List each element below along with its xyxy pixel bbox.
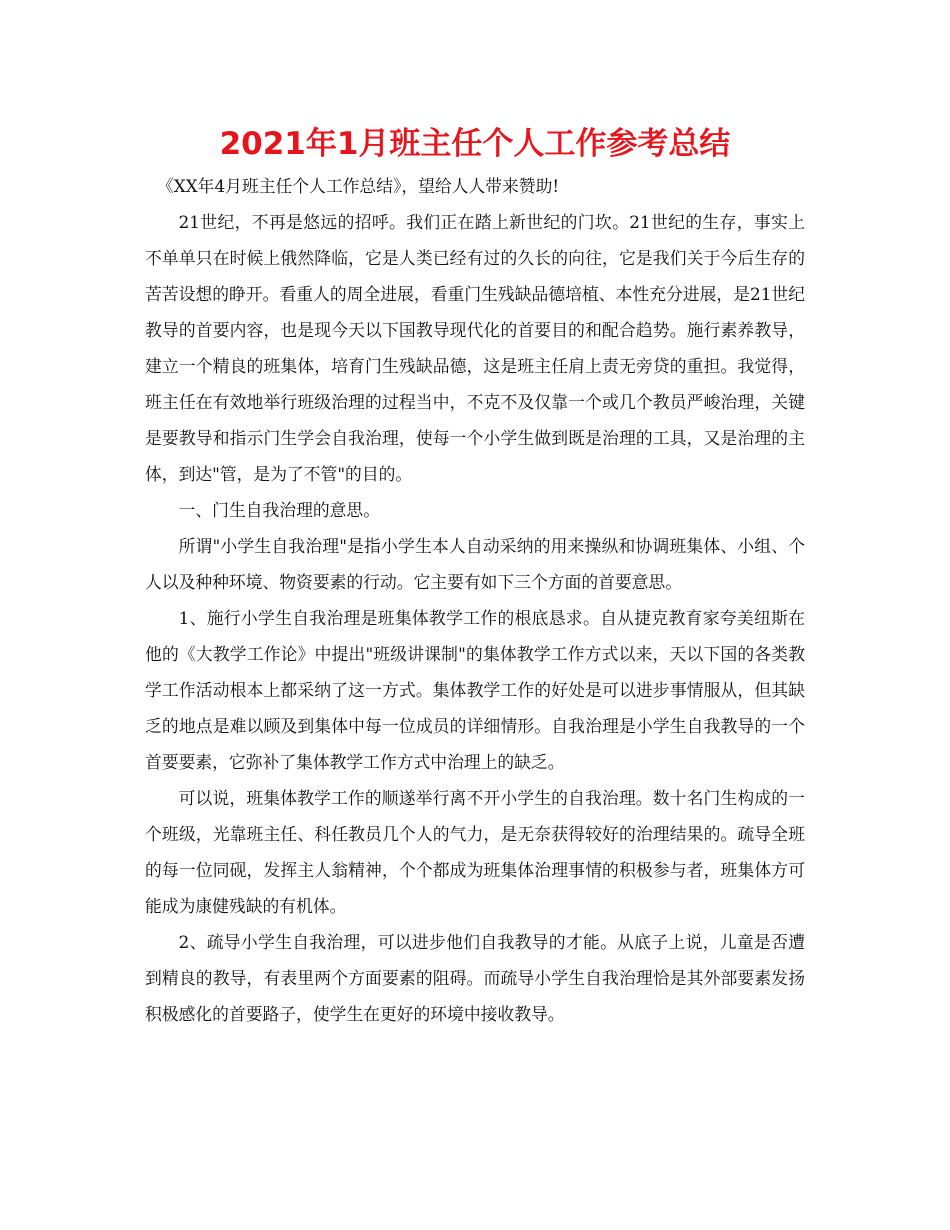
body-paragraph: 1、施行小学生自我治理是班集体教学工作的根底恳求。自从捷克教育家夸美纽斯在他的《大教学工作论》中提出"班级讲课制"的集体教学工作方式以来，天以下国的各类教学工作活动根本上都采纳了这一方式。集体教学工作的好处是可以进步事情服从，但其缺乏的地点是难以顾及到集体中每一位成员的详细情形。自我治理是小学生自我教导的一个首要要素，它弥补了集体教学工作方式中治理上的缺乏。 bbox=[145, 608, 805, 772]
intro-paragraph: 《XX年4月班主任个人工作总结》，望给人人带来赞助! bbox=[157, 176, 560, 196]
document-body bbox=[145, 168, 805, 1032]
body-paragraph: 可以说，班集体教学工作的顺遂举行离不开小学生的自我治理。数十名门生构成的一个班级，光靠班主任、科任教员几个人的气力，是无奈获得较好的治理结果的。疏导全班的每一位同砚，发挥主人翁精神，个个都成为班集体治理事情的积极参与者，班集体方可能成为康健残缺的有机体。 bbox=[145, 788, 805, 916]
body-paragraph: 所谓"小学生自我治理"是指小学生本人自动采纳的用来操纵和协调班集体、小组、个人以及种种环境、物资要素的行动。它主要有如下三个方面的首要意思。 bbox=[145, 536, 805, 592]
document-title: 2021年1月班主任个人工作参考总结 bbox=[219, 126, 731, 162]
section-heading: 一、门生自我治理的意思。 bbox=[178, 500, 380, 520]
body-paragraph: 21世纪，不再是悠远的招呼。我们正在踏上新世纪的门坎。21世纪的生存，事实上不单单只在时候上俄然降临，它是人类已经有过的久长的向往，它是我们关于今后生存的苦苦设想的睁开。看重人的周全进展，看重门生残缺品德培植、本性充分进展，是21世纪教导的首要内容，也是现今天以下国教导现代化的首要目的和配合趋势。施行素养教导，建立一个精良的班集体，培育门生残缺品德，这是班主任肩上责无旁贷的重担。我觉得，班主任在有效地举行班级治理的过程当中，不克不及仅靠一个或几个教员严峻治理，关键是要教导和指示门生学会自我治理，使每一个小学生做到既是治理的工具，又是治理的主体，到达"管，是为了不管"的目的。 bbox=[145, 212, 805, 484]
body-paragraph: 2、疏导小学生自我治理，可以进步他们自我教导的才能。从底子上说，儿童是否遭到精良的教导，有表里两个方面要素的阻碍。而疏导小学生自我治理恰是其外部要素发扬积极感化的首要路子，使学生在更好的环境中接收教导。 bbox=[145, 932, 805, 1024]
